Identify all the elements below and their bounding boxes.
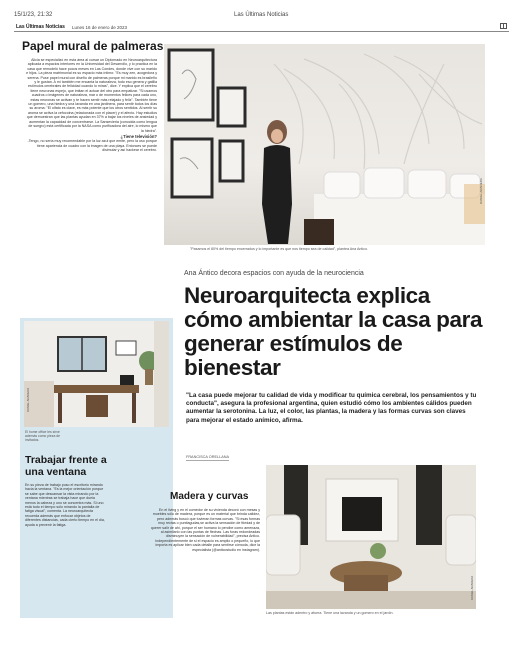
office-photo	[24, 321, 169, 427]
print-datetime: 15/1/23, 21:32	[14, 12, 53, 18]
masthead	[14, 24, 509, 32]
main-byline: FRANCISCA ORELLANA	[186, 455, 230, 459]
office-photo-credit: DANIEL ARANEDA	[26, 387, 30, 412]
sidebar-title: Trabajar frente a una ventana	[25, 454, 107, 478]
main-kicker: Ana Ántico decora espacios con ayuda de la neurociencia	[184, 270, 364, 277]
bedroom-photo-credit: DANIEL ARANEDA	[479, 178, 483, 204]
main-deck: "La casa puede mejorar tu calidad de vida y modificar tu química cerebral, los pensamientos y tu conducta", asegura la profesional argentina, quien estudió cómo los ambientes cálidos pueden aumentar la serotonina. La luz, el color, las plantas, la madera y las formas curvas son claves para mejorar el estado anímico, afirma.	[186, 392, 477, 424]
masthead-date: Lunes 16 de enero de 2023	[72, 24, 128, 30]
sidebar-body: En su pieza de trabajo puso el escritorio mirando hacia la ventana. "Es la mejor orientación porque se sabe que descansar la vista mirando por la ventana mientras se trabaja hace que duela menos la cabeza y uno se concentra más. Si uno está todo el tiempo sólo mirando la pantalla de fatiga visual", comenta. La neuroarquitecta recuerda además que enfocar objetos de diferentes distancias, cada cierto tiempo en el día, ayuda a prevenir la fatiga.	[25, 483, 105, 527]
article3-body: En el living y en el comedor de su vivienda decoró con mesas y muebles sólo de madera, porque es un material que brinda calidez, pero además buscó que tuvieran formas curvas. "Si esas formas muy rectas o puntiagudas,se activa la sensación de ttiedad y de querer salir de ahí, porque el ser humano lo percibe como amenaza, al asimilarlo con las puntas de flechas. Las foras redondeadas disminuyen la sensación de vulnerabilidad", precisa Antico. Independientemente de si el espacio es amplio o pequeño, lo que importa es aplicar bien cada detalle para sentirse cómoda, dice la especialista (@anticostudio en instagram).	[150, 508, 260, 552]
main-headline: Neuroarquitecta explica cómo ambientar la casa para generar estímulos de bienestar	[184, 283, 483, 380]
office-illustration	[24, 321, 169, 427]
palm-wallpaper	[164, 44, 485, 245]
living-photo-credit: DANIEL ARANEDA	[470, 575, 474, 600]
living-illustration	[266, 465, 476, 609]
print-site-title: Las Últimas Noticias	[234, 12, 289, 18]
article1-body2: -Tengo, no sería muy recomendable por la luz azul que emite, pero la uso porque tiene apariencia de cuadro con la imagen de una playa. Entonces se puede disimular y así hackear el cerebro.	[27, 139, 157, 153]
bedroom-photo	[164, 44, 485, 245]
bedroom-photo-caption: "Pasamos el 80% del tiempo encerrados y lo importante es que nos tiempo sea de calidad", plantea Ana Antico.	[190, 247, 368, 251]
article3-title: Madera y curvas	[170, 491, 249, 502]
article1-title: Papel mural de palmeras	[22, 39, 164, 53]
article1-body	[26, 58, 157, 254]
masthead-paper-name: Las Últimas Noticias	[16, 24, 65, 30]
living-photo	[266, 465, 476, 609]
article1-body-text: Alicia se especializó en esta área al cursar un Diplomado en Neuroarquitectura aplicada a espacios interiores en la Universidad del Desarrollo, y lo practica en la casa que remodeló hace pocos meses en Las Condes, donde vive con su marido e hijos. La pieza matrimonial es su espacio más íntimo: "Es muy zen, acogedora y serena. Puse papel mural con diseño de palmeras porque mi marido es brasileño y le gustan. A mí también me encanta la naturaleza, todo eso genera y gatilla estímulos cerebrales de felicidad cuando lo miras", dice. Y explica que el cerebro tiene neuronas espejo, que imitan el actuar del otro para empatizar. "Si usamos cuadros o imágenes de naturaleza, mar o de momentos felices para cada uno, estas neuronas se activan y te hacen sentir más relajado y feliz". También tiene un gomero, una hiedra y una lavanda en una jardinera, para sentir todos los días su aroma: "El olfato es clave, es más potente que los otros sentidos. Al sentir su aroma se activa la cefocoina (relacionada con el placer) y el afecto. Hay estudios que demuestran que las plantas ayudan en 37% a bajar los niveles de ansiedad y aumentan la capacidad de concentrarse. La Sansevieria (conocida como lengua de suegro) está certificada por la NASA como purificadora del aire, lo mismo que la hiedra".	[26, 58, 157, 133]
living-photo-caption: Las plantas están adentro y afuera. Tiene una lavanda y un gomero en el jardín.	[266, 611, 394, 615]
grid-icon[interactable]	[500, 23, 507, 29]
office-photo-caption: El home office les sirve además como pieza de invitados.	[25, 430, 61, 443]
article1-subhead: ¿Tiene televisión?	[120, 133, 157, 139]
